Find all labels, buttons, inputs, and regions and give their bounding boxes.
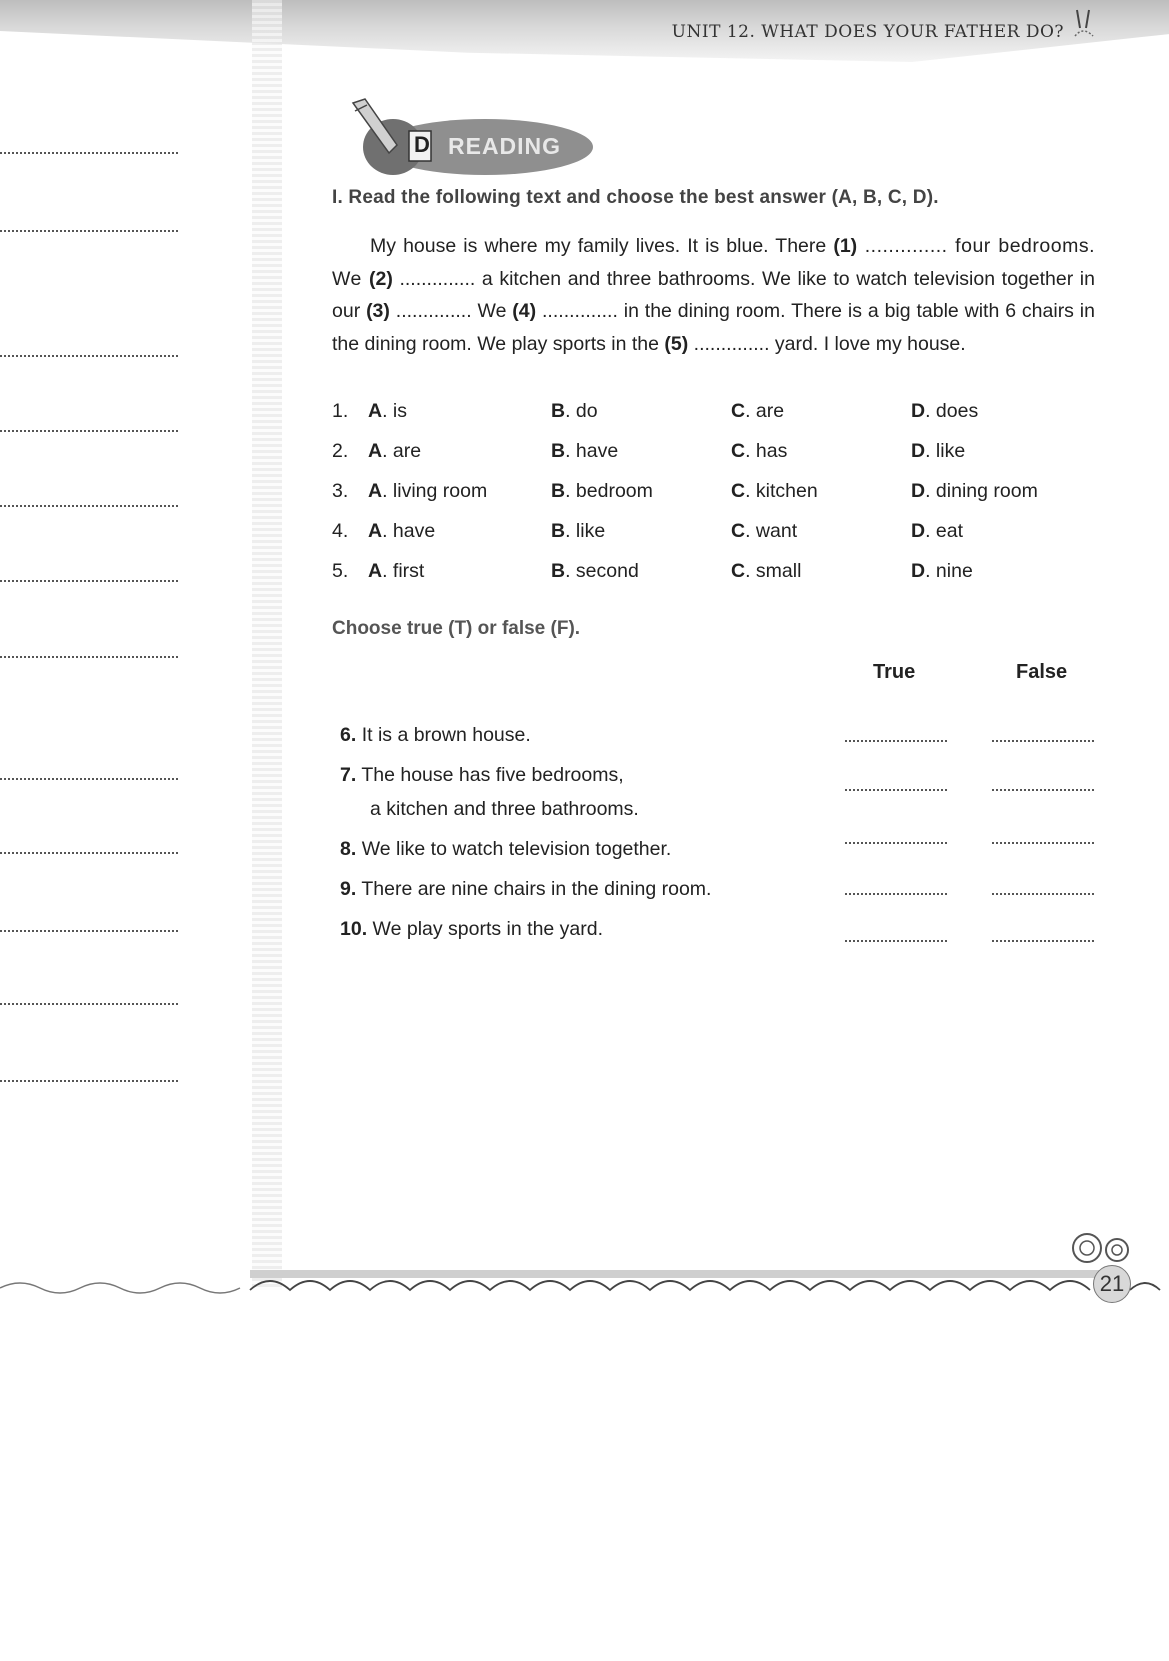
statement-text: We like to watch television together. — [361, 838, 672, 860]
option-b[interactable]: B. like — [551, 520, 606, 542]
note-line[interactable] — [0, 430, 178, 432]
note-line[interactable] — [0, 580, 178, 582]
option-d[interactable]: D. eat — [911, 520, 964, 542]
option-c[interactable]: C. want — [731, 520, 798, 542]
statement-row — [340, 912, 603, 946]
note-line[interactable] — [0, 778, 178, 780]
page-number: 21 — [1093, 1265, 1131, 1303]
statement-text: The house has five bedrooms, — [361, 764, 624, 786]
question-row — [332, 400, 1092, 430]
option-a[interactable]: A. have — [368, 520, 436, 542]
note-line[interactable] — [0, 930, 178, 932]
question-number: 1. — [332, 400, 349, 422]
question-number: 5. — [332, 560, 349, 582]
option-d[interactable]: D. like — [911, 440, 966, 462]
note-line[interactable] — [0, 1003, 178, 1005]
note-line[interactable] — [0, 355, 178, 357]
passage-text: .............. in the dining room. There is a big table with 6 chairs in the dining room. We play sports in the — [332, 300, 1095, 355]
question-row — [332, 560, 1092, 590]
statement-row-continued: a kitchen and three bathrooms. — [370, 798, 639, 820]
option-b[interactable]: B. bedroom — [551, 480, 653, 502]
false-answer-blank[interactable] — [992, 940, 1094, 942]
question-row — [332, 440, 1092, 470]
swirl-decoration-icon — [1065, 1228, 1145, 1268]
note-line[interactable] — [0, 152, 178, 154]
option-d[interactable]: D. does — [911, 400, 979, 422]
true-answer-blank[interactable] — [845, 893, 947, 895]
note-line[interactable] — [0, 230, 178, 232]
option-d[interactable]: D. nine — [911, 560, 973, 582]
blank-marker: (5) — [664, 332, 689, 355]
notes-margin — [0, 0, 250, 1290]
option-c[interactable]: C. are — [731, 400, 785, 422]
true-answer-blank[interactable] — [845, 740, 947, 742]
false-answer-blank[interactable] — [992, 740, 1094, 742]
badge-letter: D — [414, 132, 430, 157]
statement-number: 7. — [340, 764, 357, 786]
grass-border — [0, 1268, 1169, 1294]
passage-text: .............. We — [389, 300, 513, 322]
option-b[interactable]: B. second — [551, 560, 639, 582]
blank-marker: (3) — [366, 300, 390, 322]
option-b[interactable]: B. have — [551, 440, 619, 462]
question-number: 2. — [332, 440, 349, 462]
badge-label: READING — [448, 133, 562, 159]
false-answer-blank[interactable] — [992, 789, 1094, 791]
false-answer-blank[interactable] — [992, 842, 1094, 844]
statement-row — [340, 758, 624, 792]
option-c[interactable]: C. small — [731, 560, 802, 582]
statement-text: It is a brown house. — [361, 724, 531, 746]
true-answer-blank[interactable] — [845, 940, 947, 942]
note-line[interactable] — [0, 505, 178, 507]
book-spine-shadow — [252, 0, 282, 1290]
question-row — [332, 520, 1092, 550]
statement-number: 6. — [340, 724, 357, 746]
exercise2-instruction: Choose true (T) or false (F). — [332, 618, 581, 639]
passage-text: .............. four bedrooms. We — [332, 235, 1095, 290]
unit-title: UNIT 12. WHAT DOES YOUR FATHER DO? — [671, 22, 1064, 42]
option-a[interactable]: A. are — [368, 440, 422, 462]
statement-number: 9. — [340, 878, 357, 900]
blank-marker: (1) — [833, 235, 858, 257]
question-number: 4. — [332, 520, 349, 542]
option-c[interactable]: C. kitchen — [731, 480, 818, 502]
note-line[interactable] — [0, 656, 178, 658]
option-c[interactable]: C. has — [731, 440, 788, 462]
statement-text: There are nine chairs in the dining room. — [361, 878, 712, 900]
blank-marker: (2) — [369, 267, 393, 290]
passage-text: .............. yard. I love my house. — [688, 332, 966, 355]
option-b[interactable]: B. do — [551, 400, 598, 422]
question-number: 3. — [332, 480, 349, 502]
statement-number: 10. — [340, 918, 368, 940]
statement-number: 8. — [340, 838, 357, 860]
exercise1-instruction: I. Read the following text and choose the best answer (A, B, C, D). — [332, 187, 939, 208]
reading-passage — [332, 230, 1095, 360]
statement-row — [340, 832, 671, 866]
statement-text: We play sports in the yard. — [372, 918, 604, 940]
blank-marker: (4) — [512, 300, 537, 322]
false-column-header: False — [1016, 661, 1068, 683]
true-column-header: True — [873, 661, 916, 683]
false-answer-blank[interactable] — [992, 893, 1094, 895]
section-badge — [345, 95, 595, 190]
option-a[interactable]: A. living room — [368, 480, 488, 502]
note-line[interactable] — [0, 1080, 178, 1082]
option-a[interactable]: A. first — [368, 560, 425, 582]
option-d[interactable]: D. dining room — [911, 480, 1038, 502]
true-answer-blank[interactable] — [845, 789, 947, 791]
note-line[interactable] — [0, 852, 178, 854]
question-row — [332, 480, 1092, 510]
rabbit-ears-icon — [1071, 8, 1097, 44]
option-a[interactable]: A. is — [368, 400, 408, 422]
passage-text: My house is where my family lives. It is blue. There — [370, 235, 834, 257]
statement-row — [340, 718, 531, 752]
true-answer-blank[interactable] — [845, 842, 947, 844]
passage-text: .............. a kitchen and three bathrooms. We like to watch television together in our — [332, 267, 1095, 322]
statement-row — [340, 872, 711, 906]
